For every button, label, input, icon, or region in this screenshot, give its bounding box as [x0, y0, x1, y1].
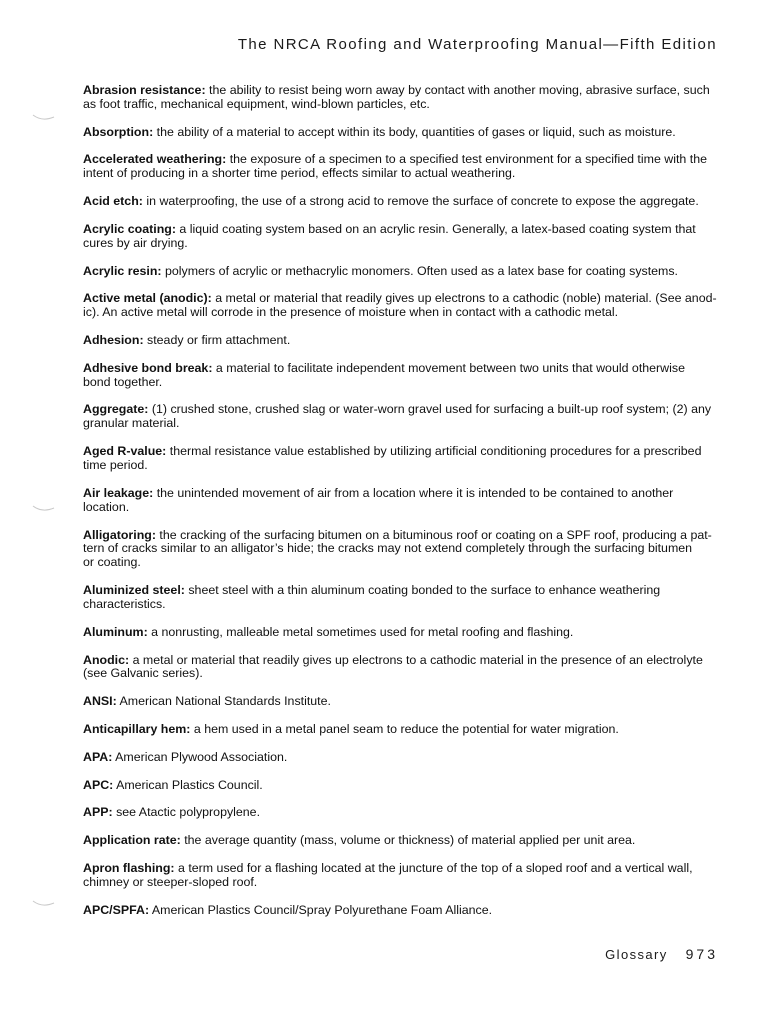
entry-line [83, 751, 723, 765]
glossary-definition: or coating. [83, 555, 141, 570]
entry-line [83, 334, 723, 348]
punch-hole-mark [32, 899, 56, 909]
glossary-entry-ansi [83, 695, 723, 709]
glossary-entry-acrylic-coating [83, 223, 723, 251]
entry-line [83, 695, 723, 709]
glossary-entry-aggregate [83, 403, 723, 431]
entry-line [83, 84, 723, 98]
entry-line [83, 862, 723, 876]
glossary-term: APC: [83, 777, 114, 792]
glossary-definition: the average quantity (mass, volume or thickness) of material applied per unit area. [184, 833, 636, 848]
glossary-definition: American Plastics Council. [116, 777, 263, 792]
glossary-definition: a material to facilitate independent movement between two units that would otherwise [215, 360, 685, 375]
glossary-term: Alligatoring: [83, 527, 156, 542]
glossary-entry-apa [83, 751, 723, 765]
glossary-definition: a metal or material that readily gives up electrons to a cathodic (noble) material. (See anod- [215, 291, 717, 306]
entry-line [83, 779, 723, 793]
entry-line [83, 556, 723, 570]
entry-line [83, 292, 723, 306]
entry-line [83, 876, 723, 890]
glossary-term: Aluminized steel: [83, 583, 185, 598]
entry-line [83, 195, 723, 209]
entry-line [83, 654, 723, 668]
glossary-term: Acrylic resin: [83, 263, 162, 278]
entry-line [83, 529, 723, 543]
entry-line [83, 904, 723, 918]
glossary-definition: a hem used in a metal panel seam to reduce the potential for water migration. [193, 721, 619, 736]
glossary-definition: thermal resistance value established by utilizing artificial conditioning procedures for a prescribed [169, 444, 702, 459]
section-label: Glossary [605, 947, 668, 962]
entry-line [83, 237, 723, 251]
glossary-term: ANSI: [83, 694, 117, 709]
glossary-entry-abrasion-resistance [83, 84, 723, 112]
entry-line [83, 153, 723, 167]
glossary-definition: in waterproofing, the use of a strong acid to remove the surface of concrete to expose the aggregate. [146, 194, 699, 209]
glossary-term: Anticapillary hem: [83, 721, 191, 736]
entry-line [83, 167, 723, 181]
glossary-entry-air-leakage [83, 487, 723, 515]
running-header: The NRCA Roofing and Waterproofing Manual—Fifth Edition [237, 36, 717, 53]
glossary-definition: a nonrusting, malleable metal sometimes used for metal roofing and flashing. [151, 624, 574, 639]
glossary-definition: see Atactic polypropylene. [116, 805, 261, 820]
glossary-entry-accelerated-weathering [83, 153, 723, 181]
glossary-definition: American National Standards Institute. [119, 694, 331, 709]
glossary-term: Air leakage: [83, 485, 154, 500]
glossary-definition: the cracking of the surfacing bitumen on a bituminous roof or coating on a SPF roof, producing a pat- [159, 527, 712, 542]
glossary-definition: a metal or material that readily gives up electrons to a cathodic material in the presence of an electrolyte [132, 652, 703, 667]
glossary-term: Application rate: [83, 833, 181, 848]
glossary-definition: (1) crushed stone, crushed slag or water-worn gravel used for surfacing a built-up roof system; (2) any [151, 402, 712, 417]
glossary-definition: the exposure of a specimen to a specified test environment for a specified time with the [229, 152, 707, 167]
entry-line [83, 265, 723, 279]
glossary-definition: sheet steel with a thin aluminum coating bonded to the surface to enhance weathering [188, 583, 661, 598]
glossary-entry-apc-spfa [83, 904, 723, 918]
glossary-definition: a term used for a flashing located at the juncture of the top of a sloped roof and a vertical wall, [178, 860, 693, 875]
entry-line [83, 584, 723, 598]
glossary-entry-active-metal [83, 292, 723, 320]
glossary-definition: ic). An active metal will corrode in the presence of moisture when in contact with a cathodic metal. [83, 305, 619, 320]
glossary-entry-app [83, 806, 723, 820]
glossary-definition: American Plastics Council/Spray Polyurethane Foam Alliance. [151, 902, 493, 917]
glossary-definition: polymers of acrylic or methacrylic monomers. Often used as a latex base for coating systems. [164, 263, 679, 278]
glossary-term: APA: [83, 749, 113, 764]
glossary-term: Acid etch: [83, 194, 143, 209]
glossary-entry-adhesive-bond-break [83, 362, 723, 390]
glossary-list [83, 84, 723, 931]
glossary-term: Aged R-value: [83, 444, 167, 459]
glossary-term: APP: [83, 805, 113, 820]
glossary-entry-adhesion [83, 334, 723, 348]
entry-line [83, 223, 723, 237]
glossary-term: Aggregate: [83, 402, 149, 417]
entry-line [83, 487, 723, 501]
glossary-definition: a liquid coating system based on an acrylic resin. Generally, a latex-based coating system that [179, 221, 696, 236]
glossary-term: Adhesive bond break: [83, 360, 213, 375]
glossary-term: Accelerated weathering: [83, 152, 227, 167]
entry-line [83, 598, 723, 612]
entry-line [83, 126, 723, 140]
glossary-entry-acid-etch [83, 195, 723, 209]
glossary-definition: as foot traffic, mechanical equipment, wind-blown particles, etc. [83, 96, 430, 111]
glossary-entry-application-rate [83, 834, 723, 848]
punch-hole-mark [32, 113, 56, 123]
glossary-entry-anticapillary-hem [83, 723, 723, 737]
entry-line [83, 806, 723, 820]
entry-line [83, 459, 723, 473]
glossary-term: Aluminum: [83, 624, 148, 639]
glossary-term: APC/SPFA: [83, 902, 150, 917]
glossary-definition: steady or firm attachment. [147, 333, 291, 348]
entry-line [83, 417, 723, 431]
entry-line [83, 403, 723, 417]
glossary-entry-apc [83, 779, 723, 793]
entry-line [83, 501, 723, 515]
glossary-term: Absorption: [83, 124, 154, 139]
glossary-entry-anodic [83, 654, 723, 682]
page-number: 973 [685, 946, 718, 962]
glossary-term: Apron flashing: [83, 860, 175, 875]
glossary-definition: characteristics. [83, 596, 166, 611]
glossary-definition: tern of cracks similar to an alligator’s hide; the cracks may not extend completely through the surfacing bitumen [83, 541, 693, 556]
glossary-definition: American Plywood Association. [115, 749, 288, 764]
glossary-definition: bond together. [83, 374, 163, 389]
glossary-definition: location. [83, 499, 130, 514]
glossary-definition: chimney or steeper-sloped roof. [83, 874, 258, 889]
entry-line [83, 834, 723, 848]
glossary-definition: time period. [83, 458, 148, 473]
punch-hole-mark [32, 504, 56, 514]
glossary-term: Anodic: [83, 652, 130, 667]
entry-line [83, 98, 723, 112]
entry-line [83, 542, 723, 556]
entry-line [83, 376, 723, 390]
glossary-entry-aged-r-value [83, 445, 723, 473]
glossary-definition: granular material. [83, 416, 180, 431]
entry-line [83, 445, 723, 459]
glossary-term: Adhesion: [83, 333, 144, 348]
glossary-entry-alligatoring [83, 529, 723, 571]
glossary-definition: the ability to resist being worn away by contact with another moving, abrasive surface, such [209, 83, 710, 97]
glossary-definition: the ability of a material to accept within its body, quantities of gases or liquid, such as moisture. [156, 124, 676, 139]
entry-line [83, 723, 723, 737]
entry-line [83, 626, 723, 640]
glossary-definition: cures by air drying. [83, 235, 188, 250]
glossary-term: Acrylic coating: [83, 221, 176, 236]
glossary-definition: intent of producing in a shorter time period, effects similar to actual weathering. [83, 166, 516, 181]
glossary-term: Active metal (anodic): [83, 291, 212, 306]
glossary-entry-aluminum [83, 626, 723, 640]
page-footer [605, 946, 718, 962]
glossary-entry-absorption [83, 126, 723, 140]
glossary-definition: the unintended movement of air from a location where it is intended to be contained to another [156, 485, 674, 500]
glossary-entry-aluminized-steel [83, 584, 723, 612]
entry-line [83, 667, 723, 681]
glossary-term: Abrasion resistance: [83, 83, 206, 97]
entry-line [83, 306, 723, 320]
entry-line [83, 362, 723, 376]
glossary-entry-apron-flashing [83, 862, 723, 890]
glossary-entry-acrylic-resin [83, 265, 723, 279]
glossary-definition: (see Galvanic series). [83, 666, 203, 681]
